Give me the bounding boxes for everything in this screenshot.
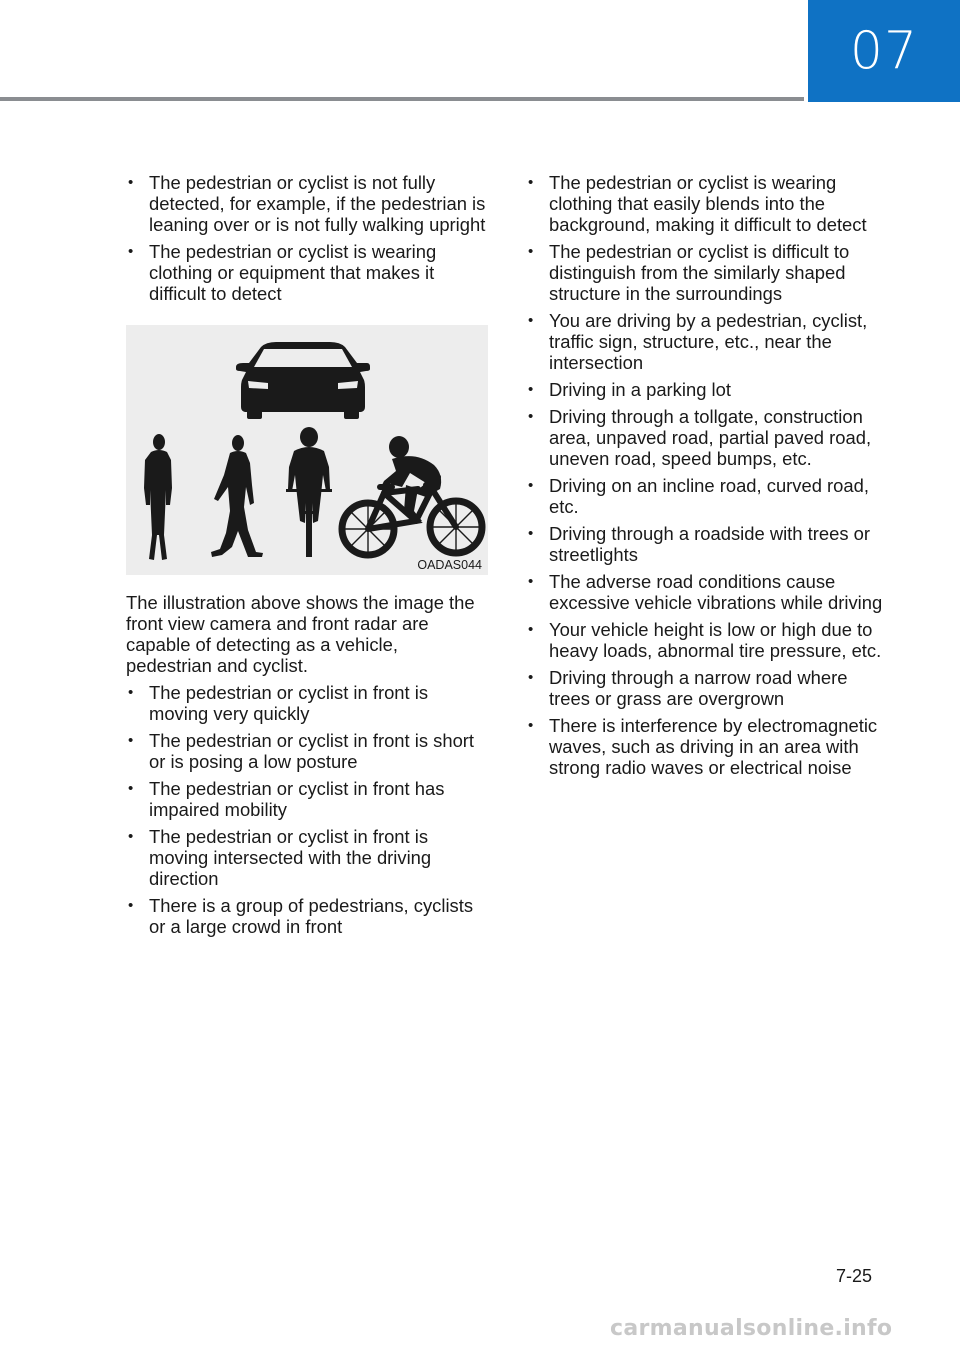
header-rule (0, 97, 804, 101)
list-item: • The pedestrian or cyclist is wearing clothing or equipment that makes it difficult to detect (126, 241, 488, 304)
list-item: • The pedestrian or cyclist is difficult to distinguish from the similarly shaped structure in the surroundings (526, 241, 886, 304)
watermark-link[interactable]: carmanualsonline.info (610, 1316, 893, 1341)
cyclist-front-icon (286, 427, 332, 557)
standing-pedestrian-icon (144, 434, 172, 560)
list-item: • The adverse road conditions cause excessive vehicle vibrations while driving (526, 571, 886, 613)
list-item: • Driving through a narrow road where trees or grass are overgrown (526, 667, 886, 709)
cyclist-side-icon (342, 436, 482, 555)
list-item: • Driving in a parking lot (526, 379, 886, 400)
list-item: • You are driving by a pedestrian, cyclist, traffic sign, structure, etc., near the intersection (526, 310, 886, 373)
list-item: • The pedestrian or cyclist in front is moving intersected with the driving direction (126, 826, 488, 889)
list-item: • The pedestrian or cyclist in front is moving very quickly (126, 682, 488, 724)
figure-code: OADAS044 (417, 558, 482, 572)
detection-illustration (126, 325, 488, 575)
chapter-tab (808, 0, 960, 102)
car-icon (236, 342, 370, 419)
right-column (526, 172, 886, 784)
list-item: • The pedestrian or cyclist is not fully detected, for example, if the pedestrian is leaning over or is not fully walking upright (126, 172, 488, 235)
list-item: • Driving through a tollgate, construction area, unpaved road, partial paved road, uneven road, speed bumps, etc. (526, 406, 886, 469)
bullet-list-right (526, 172, 886, 778)
bullet-list-top (126, 172, 488, 304)
walking-pedestrian-icon (211, 435, 263, 557)
list-item: • The pedestrian or cyclist is wearing clothing that easily blends into the background, making it difficult to detect (526, 172, 886, 235)
figure-caption-paragraph: The illustration above shows the image the front view camera and front radar are capable of detecting as a vehicle, pedestrian and cyclist. (126, 592, 475, 676)
chapter-number: 07 (849, 21, 919, 81)
list-item: • Driving through a roadside with trees or streetlights (526, 523, 886, 565)
list-item: • The pedestrian or cyclist in front has impaired mobility (126, 778, 488, 820)
list-item: • There is a group of pedestrians, cyclists or a large crowd in front (126, 895, 488, 937)
list-item: • The pedestrian or cyclist in front is short or is posing a low posture (126, 730, 488, 772)
bullet-list-bottom (126, 682, 488, 937)
page-number: 7-25 (836, 1266, 873, 1286)
list-item: • Driving on an incline road, curved road, etc. (526, 475, 886, 517)
list-item: • There is interference by electromagnetic waves, such as driving in an area with strong radio waves or electrical noise (526, 715, 886, 778)
left-column (126, 172, 488, 943)
list-item: • Your vehicle height is low or high due to heavy loads, abnormal tire pressure, etc. (526, 619, 886, 661)
